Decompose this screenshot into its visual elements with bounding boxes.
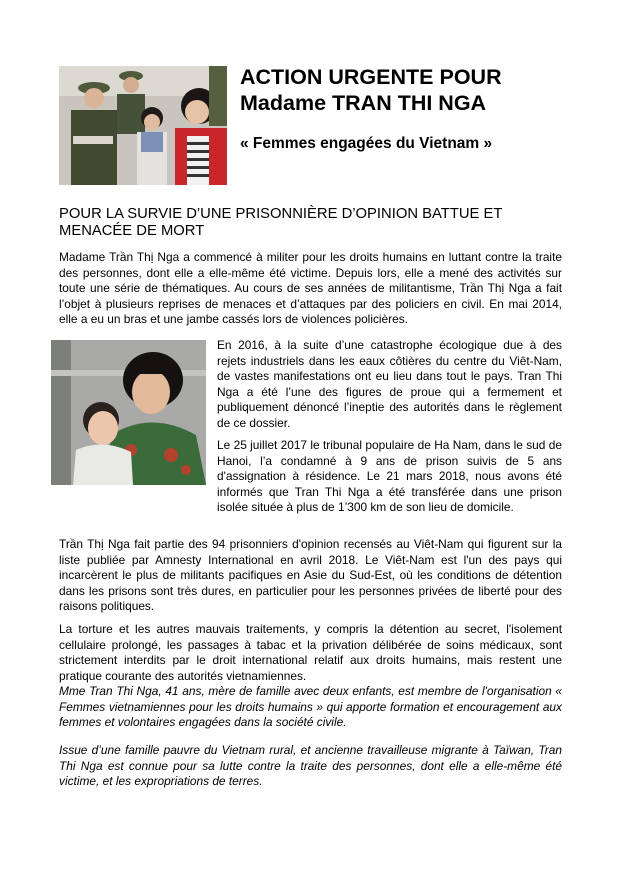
mother-child-photo bbox=[51, 340, 206, 485]
arrest-photo bbox=[59, 66, 227, 185]
paragraph-background: Issue d’une famille pauvre du Vietnam rural, et ancienne travailleuse migrante à Taïwan, Tran Thi Nga est connue pour sa lutte contre la traite des personnes, dont elle a elle-même été victime, et les expropriations de terres. bbox=[59, 743, 562, 789]
paragraph-2016: En 2016, à la suite d’une catastrophe écologique due à des rejets industriels dans les eaux côtières du centre du Viêt-Nam, de vastes manifestations ont eu lieu dans tout le pays. Tran Thi Nga a été l’une des figures de proue qui a fermement et publiquement dénoncé l’ineptie des autorités dans le règlement de ce dossier. bbox=[217, 338, 562, 430]
paragraph-torture: La torture et les autres mauvais traitements, y compris la détention au secret, l'isolement cellulaire prolongé, les passages à tabac et la privation délibérée de soins médicaux, sont strictement interdits par le droit international relatif aux droits humains, mais restent une pratique courante des autorités vietnamiennes. bbox=[59, 622, 562, 683]
section-headline: POUR LA SURVIE D’UNE PRISONNIÈRE D’OPINION BATTUE ET MENACÉE DE MORT bbox=[59, 206, 503, 239]
page-title bbox=[240, 64, 600, 116]
paragraph-biography: Mme Tran Thi Nga, 41 ans, mère de famille avec deux enfants, est membre de l'organisation « Femmes vietnamiennes pour les droits humains » qui apporte formation et encouragement aux femmes et volontaires engagées dans la société civile. bbox=[59, 684, 562, 730]
title-line-2: Madame TRAN THI NGA bbox=[240, 91, 487, 115]
title-line-1: ACTION URGENTE POUR bbox=[240, 65, 502, 89]
paragraph-prisoners-list: Trần Thị Nga fait partie des 94 prisonniers d'opinion recensés au Viêt-Nam qui figurent sur la liste publiée par Amnesty International en avril 2018. Le Viêt-Nam est l'un des pays qui incarcèrent le plus de militants pacifiques en Asie du Sud-Est, où les conditions de détention dans les prisons sont très dures, en particulier pour les personnes privées de liberté pour des raisons politiques. bbox=[59, 537, 562, 614]
subtitle: « Femmes engagées du Vietnam » bbox=[240, 135, 493, 152]
paragraph-sentence: Le 25 juillet 2017 le tribunal populaire de Ha Nam, dans le sud de Hanoi, l’a condamné à 9 ans de prison suivis de 5 ans d'assignation à résidence. Le 21 mars 2018, nous avons été informés que Tran Thi Nga a été transférée dans une prison isolée située à plus de 1’300 km de son lieu de domicile. bbox=[217, 438, 562, 515]
paragraph-intro: Madame Trần Thị Nga a commencé à militer pour les droits humains en luttant contre la traite des personnes, dont elle a elle-même été victime. Depuis lors, elle a mené des activités sur toute une série de thématiques. Au cours de ses années de militantisme, Trần Thị Nga a fait l’objet à plusieurs reprises de menaces et d’attaques par des policiers en civil. En mai 2014, elle a eu un bras et une jambe cassés lors de violences policières. bbox=[59, 250, 562, 327]
